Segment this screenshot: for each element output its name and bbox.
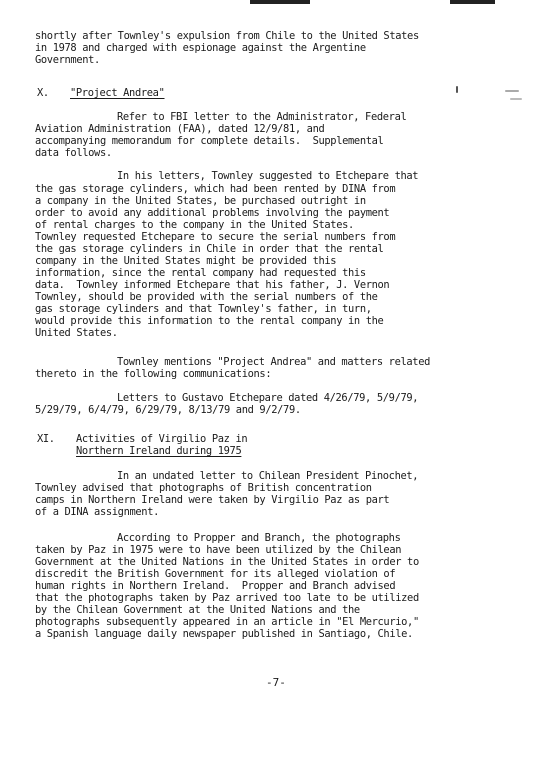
intro-line: shortly after Townley's expulsion from Chile to the United States (35, 30, 419, 42)
paragraph-line: Townley requested Etchepare to secure the serial numbers from (35, 231, 396, 243)
paragraph-line: According to Propper and Branch, the photographs (117, 532, 401, 544)
paragraph-line: Government at the United Nations in the United States in order to (35, 556, 419, 568)
paragraph-line: In an undated letter to Chilean President Pinochet, (117, 470, 419, 482)
paragraph-line: discredit the British Government for its alleged violation of (35, 568, 396, 580)
paragraph-line: company in the United States might be provided this (35, 255, 337, 267)
page-number: -7- (266, 676, 286, 689)
section-x-numeral: X. (37, 87, 49, 99)
scan-artifact (456, 86, 458, 93)
scan-artifact (450, 0, 495, 4)
scan-artifact (505, 90, 519, 92)
paragraph-line: order to avoid any additional problems involving the payment (35, 207, 390, 219)
paragraph-line: information, since the rental company had requested this (35, 267, 366, 279)
paragraph-line: a Spanish language daily newspaper published in Santiago, Chile. (35, 628, 413, 640)
paragraph-line: Townley, should be provided with the serial numbers of the (35, 291, 378, 303)
paragraph-line: that the photographs taken by Paz arrived too late to be utilized (35, 592, 419, 604)
section-xi-numeral: XI. (37, 433, 55, 445)
paragraph-line: camps in Northern Ireland were taken by Virgilio Paz as part (35, 494, 390, 506)
paragraph-line: Letters to Gustavo Etchepare dated 4/26/79, 5/9/79, (117, 392, 419, 404)
paragraph-line: United States. (35, 327, 118, 339)
paragraph-line: Townley advised that photographs of British concentration (35, 482, 372, 494)
paragraph-line: of rental charges to the company in the United States. (35, 219, 354, 231)
section-x-title: "Project Andrea" (70, 87, 165, 99)
scan-artifact (510, 98, 522, 100)
paragraph-line: Refer to FBI letter to the Administrator, Federal (117, 111, 407, 123)
paragraph-line: human rights in Northern Ireland. Propper and Branch advised (35, 580, 396, 592)
paragraph-line: by the Chilean Government at the United Nations and the (35, 604, 360, 616)
paragraph-line: the gas storage cylinders, which had been rented by DINA from (35, 183, 396, 195)
paragraph-line: would provide this information to the rental company in the (35, 315, 384, 327)
intro-line: in 1978 and charged with espionage against the Argentine (35, 42, 366, 54)
scan-artifact (250, 0, 310, 4)
paragraph-line: data follows. (35, 147, 112, 159)
paragraph-line: 5/29/79, 6/4/79, 6/29/79, 8/13/79 and 9/2/79. (35, 404, 301, 416)
paragraph-line: gas storage cylinders and that Townley's father, in turn, (35, 303, 372, 315)
paragraph-line: taken by Paz in 1975 were to have been utilized by the Chilean (35, 544, 402, 556)
paragraph-line: accompanying memorandum for complete details. Supplemental (35, 135, 384, 147)
paragraph-line: Townley mentions "Project Andrea" and matters related (117, 356, 431, 368)
paragraph-line: Aviation Administration (FAA), dated 12/9/81, and (35, 123, 325, 135)
section-xi-title-line2: Northern Ireland during 1975 (76, 445, 242, 457)
section-xi-title-line1: Activities of Virgilio Paz in (76, 433, 248, 445)
paragraph-line: photographs subsequently appeared in an article in "El Mercurio," (35, 616, 419, 628)
paragraph-line: of a DINA assignment. (35, 506, 160, 518)
intro-line: Government. (35, 54, 100, 66)
paragraph-line: the gas storage cylinders in Chile in order that the rental (35, 243, 384, 255)
paragraph-line: In his letters, Townley suggested to Etchepare that (117, 170, 419, 182)
paragraph-line: thereto in the following communications: (35, 368, 272, 380)
paragraph-line: data. Townley informed Etchepare that his father, J. Vernon (35, 279, 390, 291)
paragraph-line: a company in the United States, be purchased outright in (35, 195, 366, 207)
